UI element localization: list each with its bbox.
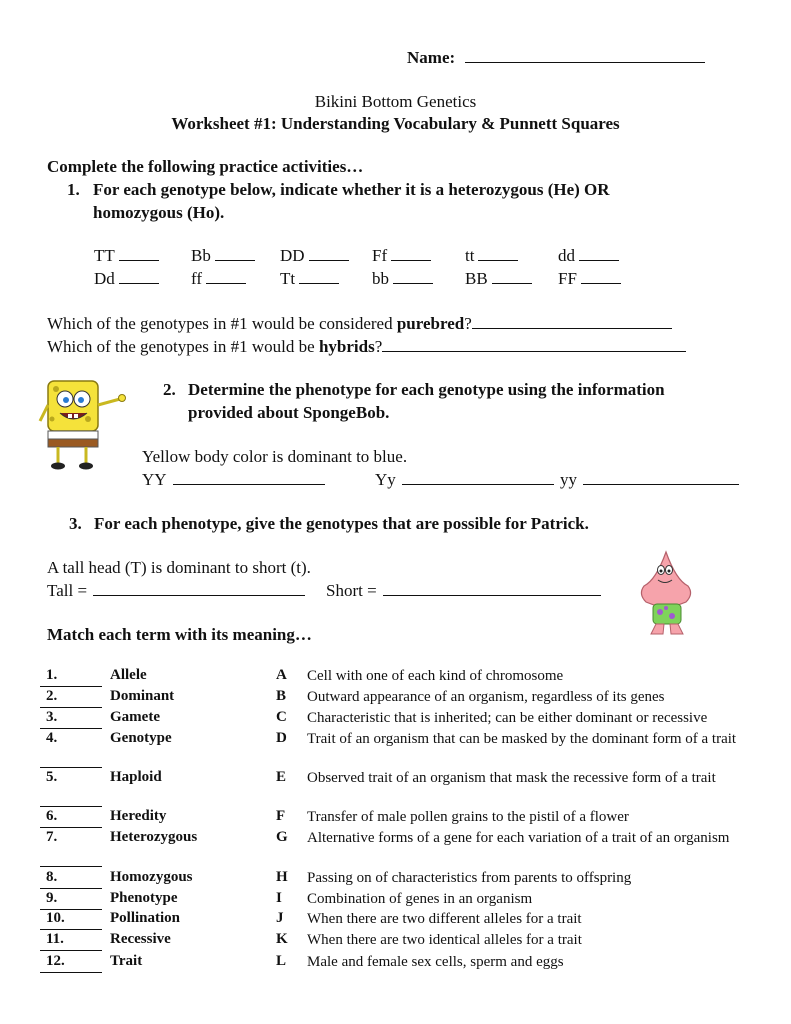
worksheet-title: Bikini Bottom Genetics (314, 92, 477, 111)
name-blank[interactable] (465, 48, 705, 63)
q1-text-line1: For each genotype below, indicate whether it is a heterozygous (He) OR (93, 180, 610, 199)
match-answer-blank[interactable] (40, 972, 102, 973)
answer-blank[interactable] (119, 269, 159, 284)
match-answer-blank[interactable] (40, 866, 102, 867)
match-answer-blank[interactable] (40, 929, 102, 930)
answer-blank[interactable] (581, 269, 621, 284)
q3-number: 3. (69, 514, 82, 533)
match-answer-blank[interactable] (40, 950, 102, 951)
answer-blank[interactable] (478, 246, 518, 261)
q2-text-line1: Determine the phenotype for each genotype using the information (188, 380, 665, 399)
q3-rule: A tall head (T) is dominant to short (t). (47, 558, 311, 577)
answer-blank[interactable] (119, 246, 159, 261)
answer-blank[interactable] (579, 246, 619, 261)
genotype-item: BB (465, 269, 532, 289)
match-answer-blank[interactable] (40, 827, 102, 828)
short-answer: Short = (326, 581, 601, 601)
genotype-item: tt (465, 246, 518, 266)
genotype-item: dd (558, 246, 619, 266)
worksheet-subtitle: Worksheet #1: Understanding Vocabulary & Punnett Squares (171, 114, 620, 133)
q2-rule: Yellow body color is dominant to blue. (142, 447, 408, 466)
genotype-item: DD (280, 246, 349, 266)
tall-blank[interactable] (93, 581, 305, 596)
genotype-item: bb (372, 269, 433, 289)
match-answer-blank[interactable] (40, 767, 102, 768)
instructions: Complete the following practice activities… (47, 157, 364, 176)
genotype-item: FF (558, 269, 621, 289)
q2-genotype-yy-dominant: YY (142, 470, 325, 490)
q3-text: For each phenotype, give the genotypes that are possible for Patrick. (94, 514, 589, 533)
match-answer-blank[interactable] (40, 686, 102, 687)
hybrids-answer-blank[interactable] (382, 337, 686, 352)
genotype-item: ff (191, 269, 246, 289)
genotype-item: Dd (94, 269, 159, 289)
genotype-item: TT (94, 246, 159, 266)
genotype-item: Tt (280, 269, 339, 289)
answer-blank[interactable] (393, 269, 433, 284)
q2-genotype-yy-recessive: yy (560, 470, 739, 490)
answer-blank[interactable] (215, 246, 255, 261)
answer-blank[interactable] (299, 269, 339, 284)
answer-blank[interactable] (309, 246, 349, 261)
answer-blank[interactable] (492, 269, 532, 284)
q1-text-line2: homozygous (Ho). (93, 203, 225, 222)
name-label: Name: (407, 48, 456, 67)
q2-genotype-yy-hetero: Yy (375, 470, 554, 490)
answer-blank[interactable] (206, 269, 246, 284)
phenotype-blank[interactable] (402, 470, 554, 485)
match-answer-blank[interactable] (40, 728, 102, 729)
matching-heading: Match each term with its meaning… (47, 625, 312, 644)
q1-number: 1. (67, 180, 80, 199)
phenotype-blank[interactable] (583, 470, 739, 485)
phenotype-blank[interactable] (173, 470, 325, 485)
purebred-question: Which of the genotypes in #1 would be considered purebred? (47, 314, 672, 334)
q2-text-line2: provided about SpongeBob. (188, 403, 390, 422)
genotype-item: Bb (191, 246, 255, 266)
q2-number: 2. (163, 380, 176, 399)
name-field (407, 48, 705, 68)
genotype-item: Ff (372, 246, 431, 266)
match-answer-blank[interactable] (40, 806, 102, 807)
patrick-image (636, 550, 696, 640)
purebred-answer-blank[interactable] (472, 314, 672, 329)
match-answer-blank[interactable] (40, 707, 102, 708)
short-blank[interactable] (383, 581, 601, 596)
match-answer-blank[interactable] (40, 888, 102, 889)
answer-blank[interactable] (391, 246, 431, 261)
spongebob-image (38, 375, 128, 475)
hybrids-question: Which of the genotypes in #1 would be hybrids? (47, 337, 686, 357)
tall-answer: Tall = (47, 581, 305, 601)
